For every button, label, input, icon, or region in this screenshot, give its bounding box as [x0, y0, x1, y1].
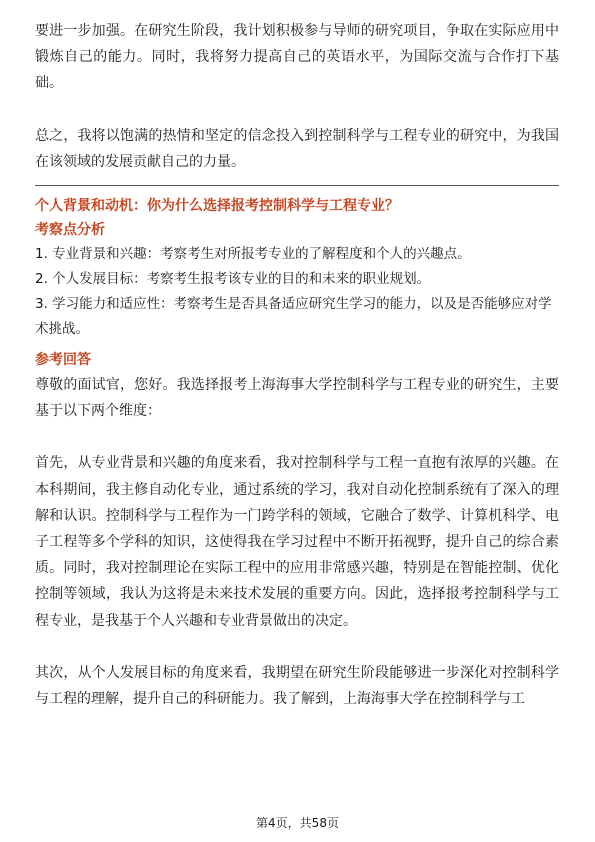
intro-paragraph-1: 要进一步加强。在研究生阶段，我计划积极参与导师的研究项目，争取在实际应用中锻炼自己的能力。同时，我将努力提高自己的英语水平，为国际交流与合作打下基础。: [35, 23, 559, 92]
answer-paragraph-1: 尊敬的面试官，您好。我选择报考上海海事大学控制科学与工程专业的研究生，主要基于以下两个维度：: [35, 377, 559, 420]
analysis-point-1: 1. 专业背景和兴趣：考察考生对所报考专业的了解程度和个人的兴趣点。: [35, 246, 471, 263]
page-number: 第4页，共58页: [256, 816, 339, 830]
section-divider: [35, 185, 559, 186]
analysis-point-2: 2. 个人发展目标：考察考生报考该专业的目的和未来的职业规划。: [35, 271, 431, 288]
intro-paragraph-2: 总之，我将以饱满的热情和坚定的信念投入到控制科学与工程专业的研究中，为我国在该领域的发展贡献自己的力量。: [35, 127, 559, 170]
question-title: 个人背景和动机：你为什么选择报考控制科学与工程专业？: [35, 198, 399, 215]
analysis-heading: 考察点分析: [35, 222, 105, 239]
document-page: [35, 18, 559, 712]
answer-heading: 参考回答: [35, 352, 91, 369]
answer-paragraph-2: 首先，从专业背景和兴趣的角度来看，我对控制科学与工程一直抱有浓厚的兴趣。在本科期间，我主修自动化专业，通过系统的学习，我对自动化控制系统有了深入的理解和认识。控制科学与工程作为一门跨学科的领域，它融合了数学、计算机科学、电子工程等多个学科的知识，这使得我在学习过程中不断开拓视野，提升自己的综合素质。同时，我对控制理论在实际工程中的应用非常感兴趣，特别是在智能控制、优化控制等领域，我认为这将是未来技术发展的重要方向。因此，选择报考控制科学与工程专业，是我基于个人兴趣和专业背景做出的决定。: [35, 455, 559, 629]
answer-paragraph-3: 其次，从个人发展目标的角度来看，我期望在研究生阶段能够进一步深化对控制科学与工程的理解，提升自己的科研能力。我了解到，上海海事大学在控制科学与工: [35, 664, 559, 708]
analysis-point-3: 3. 学习能力和适应性：考察考生是否具备适应研究生学习的能力，以及是否能够应对学术挑战。: [35, 296, 552, 338]
